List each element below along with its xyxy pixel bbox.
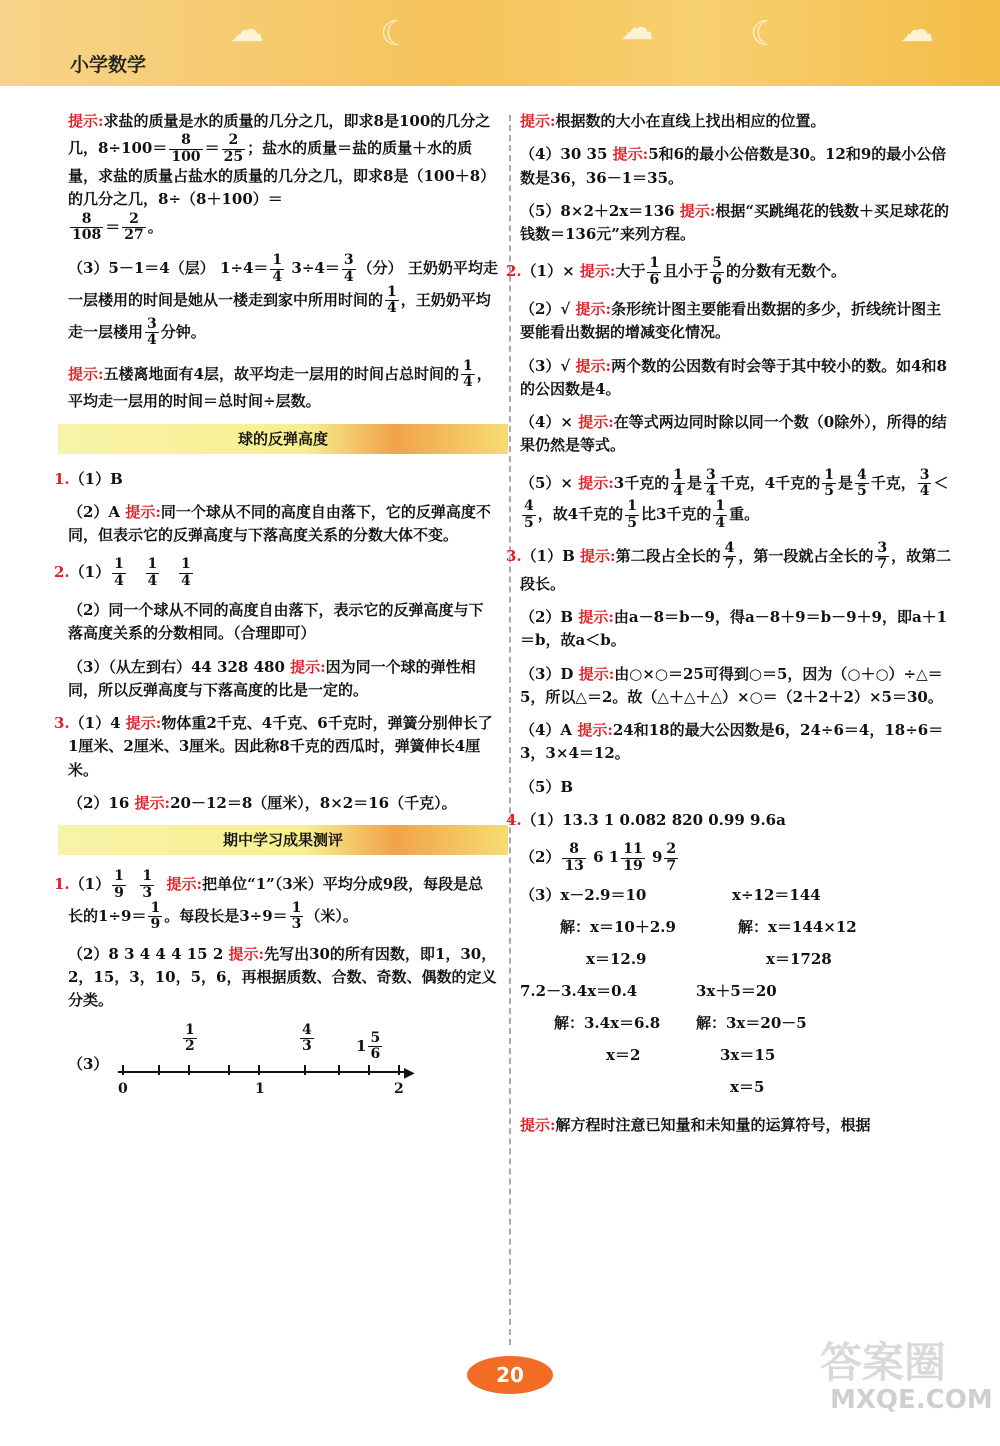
fraction: $\frac{1}{4}$ [114, 556, 124, 589]
hint-paragraph: 提示:根据数的大小在直线上找出相应的位置。 [520, 112, 826, 130]
fraction: $\frac{1}{9}$ [114, 868, 124, 901]
answer-item: （5）8×2＋2x＝136 提示:根据“买跳绳花的钱数＋买足球花的钱数＝136元”来列方程。 [520, 201, 949, 243]
answer-item: 4.（1）13.3 1 0.082 820 0.99 9.6a [506, 810, 786, 829]
section-title-bounce: 球的反弹高度 [58, 424, 508, 454]
answer-item: （5）B [520, 777, 574, 796]
tick [304, 1065, 306, 1075]
watermark-url: MXQE.COM [830, 1385, 993, 1415]
tick [188, 1065, 190, 1075]
fraction: $\frac{8}{100}$ [171, 132, 201, 165]
swirl-decoration-icon: ☁ [230, 10, 264, 50]
tick [368, 1065, 370, 1075]
answer-item: （3）（从左到右）44 328 480 提示:因为同一个球的弹性相同，所以反弹高度与下落高度的比是一定的。 [68, 657, 476, 699]
hint-paragraph: 提示:求盐的质量是水的质量的几分之几，即求8是100的几分之几，8÷100＝ $\frac{8}{100}$ ＝ $\frac{2}{25}$ ；盐水的质量＝盐的质量＋水的质量，求盐的质量占盐水的质量的几分之几，即求8是（100＋8）的几分之几，8÷（8＋100）＝ $\frac{8}{108}$ ＝ $\frac{2}{27}$ 。 [68, 112, 496, 243]
answer-item: 2.（1）× 提示:大于 $\frac{1}{6}$ 且小于 $\frac{5}{6}$ 的分数有无数个。 [506, 255, 847, 288]
tick [398, 1065, 400, 1075]
fraction: $\frac{1}{4}$ [272, 252, 283, 285]
answer-item: 2.（1） $\frac{1}{4}$ $\frac{1}{4}$ $\frac{1}{4}$ [54, 556, 191, 589]
answer-item: （2）B 提示:由a－8＝b－9，得a－8＋9＝b－9＋9，即a＋1＝b，故a＜b。 [520, 608, 948, 650]
column-divider [509, 115, 511, 1345]
answer-item: （2）8 3 4 4 4 15 2 提示:先写出30的所有因数，即1，30，2，15，3，10，5，6，再根据质数、合数、奇数、偶数的定义分类。 [68, 944, 497, 1010]
swirl-decoration-icon: ☁ [620, 8, 654, 48]
swirl-decoration-icon: ☾ [380, 14, 411, 54]
mixed-number: 1 $\frac{5}{6}$ [356, 1029, 381, 1062]
equation-block: （3）x－2.9＝10 x÷12＝144 解：x＝10＋2.9 解：x＝144×12 x＝12.9 x＝1728 7.2－3.4x＝0.4 3x＋5＝20 解：3.4x＝6.8 解：3x＝20－5 x＝2 3x＝15 x＝5 [520, 885, 857, 1096]
page-number: 20 [467, 1356, 553, 1394]
answer-item: （3）D 提示:由○×○＝25可得到○＝5，因为（○＋○）÷△＝5，所以△＝2。故（△＋△＋△）×○＝（2＋2＋2）×5＝30。 [520, 664, 943, 706]
tick [158, 1065, 160, 1075]
swirl-decoration-icon: ☾ [750, 14, 781, 54]
fraction: $\frac{3}{4}$ [343, 252, 354, 285]
fraction: $\frac{1}{3}$ [291, 900, 302, 933]
left-column [54, 110, 498, 1103]
arrow-right-icon: ▶ [404, 1064, 415, 1081]
answer-item: （2）A 提示:同一个球从不同的高度自由落下，它的反弹高度不同，但表示它的反弹高度与下落高度关系的分数大体不变。 [68, 502, 491, 545]
fraction-half: $\frac{1}{2}$ [185, 1021, 195, 1054]
answer-item: （4）A 提示:24和18的最大公因数是6，24÷6＝4，18÷6＝3，3×4＝12。 [520, 721, 944, 763]
hint-paragraph: 提示:解方程时注意已知量和未知量的运算符号，根据 [520, 1115, 871, 1134]
answer-item: 3.（1）4 提示:物体重2千克、4千克、6千克时，弹簧分别伸长了1厘米、2厘米、3厘米。因此称8千克的西瓜时，弹簧伸长4厘米。 [54, 714, 493, 779]
fraction: $\frac{1}{4}$ [147, 556, 158, 589]
fraction: $\frac{1}{9}$ [150, 900, 161, 933]
answer-item: （4）× 提示:在等式两边同时除以同一个数（0除外），所得的结果仍然是等式。 [520, 413, 947, 455]
answer-paragraph: （3）5－1＝4（层） 1÷4＝ $\frac{1}{4}$ 3÷4＝ $\frac{3}{4}$ （分） 王奶奶平均走一层楼用的时间是她从一楼走到家中所用时间的 $\frac{1}{4}$ ，王奶奶平均走一层楼用 $\frac{3}{4}$ 分钟。 [68, 252, 498, 349]
tick [258, 1065, 260, 1075]
answer-item: （5）× 提示:3千克的 $\frac{1}{4}$ 是 $\frac{3}{4}$ 千克，4千克的 $\frac{1}{5}$ 是 $\frac{4}{5}$ 千克， $\frac{3}{4}$ ＜ $\frac{4}{5}$ ，故4千克的 $\frac{1}{5}$ 比3千克的 $\frac{1}{4}$ 重。 [520, 466, 949, 531]
label-2: 2 [394, 1080, 404, 1097]
fraction: $\frac{1}{4}$ [387, 284, 397, 317]
label-1: 1 [255, 1080, 265, 1097]
fraction: $\frac{3}{4}$ [147, 315, 157, 349]
answer-item: 1.（1）B [54, 469, 123, 488]
label-0: 0 [118, 1080, 128, 1097]
swirl-decoration-icon: ☁ [900, 10, 934, 50]
number-line: （3） ▶ 0 1 2 $\frac{1}{2}$ $\frac{4}{3}$ 1 $\frac{5}{6}$ [68, 1023, 498, 1103]
right-column [506, 110, 952, 1147]
book-brand: 小学数学 [70, 54, 147, 76]
answer-item: （3）√ 提示:两个数的公因数有时会等于其中较小的数。如4和8的公因数是4。 [520, 356, 947, 398]
fraction: $\frac{1}{4}$ [180, 556, 191, 589]
section-title-midterm: 期中学习成果测评 [58, 825, 508, 855]
fraction-four-thirds: $\frac{4}{3}$ [302, 1021, 312, 1054]
tick [228, 1065, 230, 1075]
fraction: $\frac{2}{27}$ [124, 210, 144, 243]
answer-item: 3.（1）B 提示:第二段占全长的 $\frac{4}{7}$ ，第一段就占全长的 $\frac{3}{7}$ ，故第二段长。 [506, 540, 952, 593]
fraction: $\frac{8}{108}$ [72, 210, 102, 243]
fraction: $\frac{1}{4}$ [463, 357, 473, 391]
answer-item: 1.（1） $\frac{1}{9}$ $\frac{1}{3}$ 提示:把单位“1”（3米）平均分成9段，每段是总长的1÷9＝ $\frac{1}{9}$ 。每段长是3÷9＝ $\frac{1}{3}$ （米）。 [54, 868, 484, 933]
page-header [0, 0, 1000, 86]
answer-item: （2）同一个球从不同的高度自由落下，表示它的反弹高度与下落高度关系的分数相同。（合理即可） [68, 601, 484, 643]
tick [338, 1065, 340, 1075]
fraction: $\frac{2}{25}$ [223, 132, 244, 165]
tick [122, 1065, 124, 1075]
answer-item: （2）16 提示:20－12＝8（厘米），8×2＝16（千克）。 [68, 793, 457, 812]
answer-item: （2） $\frac{8}{13}$ 6 1 $\frac{11}{19}$ 9 $\frac{2}{7}$ [520, 841, 677, 874]
watermark-logo: 答案圈 [820, 1338, 947, 1387]
hint-paragraph: 提示:五楼离地面有4层，故平均走一层用的时间占总时间的 $\frac{1}{4}$ ，平均走一层用的时间＝总时间÷层数。 [68, 357, 492, 411]
fraction: $\frac{1}{3}$ [142, 868, 153, 901]
answer-item: （4）30 35 提示:5和6的最小公倍数是30。12和9的最小公倍数是36，36－1＝35。 [520, 145, 947, 187]
number-line-axis [118, 1071, 408, 1073]
answer-item: （2）√ 提示:条形统计图主要能看出数据的多少，折线统计图主要能看出数据的增减变化情况。 [520, 300, 942, 342]
